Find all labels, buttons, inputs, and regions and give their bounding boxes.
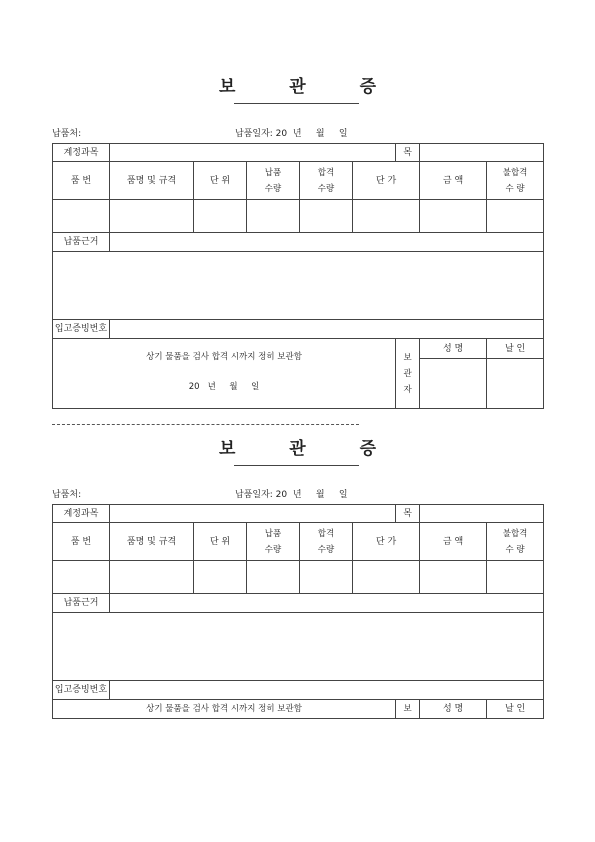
cell-passed-qty[interactable]	[300, 200, 353, 233]
cell-passed-qty[interactable]	[300, 561, 353, 594]
account-label: 계정과목	[53, 144, 110, 162]
item-row	[53, 561, 544, 594]
seal-field[interactable]	[487, 359, 544, 409]
cell-item-name[interactable]	[110, 561, 194, 594]
cell-failed-qty[interactable]	[487, 561, 544, 594]
col-passed-qty-line1: 합격	[317, 528, 335, 539]
col-delivered-qty-line1: 납품	[264, 528, 282, 539]
supplier-label: 납품처:	[52, 490, 82, 500]
cell-amount[interactable]	[420, 200, 487, 233]
cell-amount[interactable]	[420, 561, 487, 594]
col-passed-qty-line2: 수량	[317, 544, 335, 555]
cell-failed-qty[interactable]	[487, 200, 544, 233]
statement-text: 상기 물품을 검사 합격 시까지 정히 보관함	[53, 700, 396, 719]
basis-label: 납품근거	[53, 594, 110, 613]
item-label: 목	[396, 144, 420, 162]
item-row	[53, 200, 544, 233]
seal-label: 날 인	[487, 339, 544, 359]
cell-item-no[interactable]	[53, 561, 110, 594]
custodian-label: 보	[396, 700, 420, 719]
receipt-no-field[interactable]	[110, 681, 544, 700]
col-unit: 단 위	[194, 162, 247, 200]
basis-field[interactable]	[110, 594, 544, 613]
item-field[interactable]	[420, 505, 544, 523]
col-passed-qty	[300, 523, 353, 561]
receipt-no-label: 입고증빙번호	[53, 320, 110, 339]
col-failed-qty-line2: 수 량	[505, 544, 525, 555]
col-unit: 단 위	[194, 523, 247, 561]
custody-form-table	[52, 143, 544, 409]
cell-unit-price[interactable]	[353, 200, 420, 233]
col-delivered-qty	[247, 523, 300, 561]
cell-item-no[interactable]	[53, 200, 110, 233]
title-underline	[234, 103, 359, 104]
basis-content-area[interactable]	[53, 613, 544, 681]
cell-item-name[interactable]	[110, 200, 194, 233]
col-failed-qty-line1: 불합격	[502, 167, 528, 178]
cut-line	[52, 424, 359, 425]
form-title: 보 관 증	[218, 439, 401, 459]
basis-content-area[interactable]	[53, 252, 544, 320]
col-delivered-qty-line1: 납품	[264, 167, 282, 178]
statement-date: 20 년 월 일	[188, 382, 260, 392]
col-delivered-qty	[247, 162, 300, 200]
account-field[interactable]	[110, 505, 396, 523]
form-title: 보 관 증	[218, 77, 401, 97]
item-label: 목	[396, 505, 420, 523]
col-item-no: 품 번	[53, 162, 110, 200]
item-field[interactable]	[420, 144, 544, 162]
col-passed-qty-line1: 합격	[317, 167, 335, 178]
custody-form-table	[52, 504, 544, 719]
cell-unit-price[interactable]	[353, 561, 420, 594]
title-underline	[234, 465, 359, 466]
col-amount: 금 액	[420, 523, 487, 561]
cell-unit[interactable]	[194, 561, 247, 594]
cell-delivered-qty[interactable]	[247, 561, 300, 594]
col-item-no: 품 번	[53, 523, 110, 561]
custodian-label	[396, 339, 420, 409]
name-label: 성 명	[420, 339, 487, 359]
delivery-date-label: 납품일자: 20 년 월 일	[235, 490, 348, 500]
basis-label: 납품근거	[53, 233, 110, 252]
col-failed-qty-line2: 수 량	[505, 183, 525, 194]
cell-unit[interactable]	[194, 200, 247, 233]
col-unit-price: 단 가	[353, 162, 420, 200]
col-amount: 금 액	[420, 162, 487, 200]
account-label: 계정과목	[53, 505, 110, 523]
custodian-char-3: 자	[403, 384, 412, 395]
basis-field[interactable]	[110, 233, 544, 252]
col-passed-qty-line2: 수량	[317, 183, 335, 194]
seal-label: 날 인	[487, 700, 544, 719]
statement-cell	[53, 339, 396, 409]
account-field[interactable]	[110, 144, 396, 162]
receipt-no-field[interactable]	[110, 320, 544, 339]
receipt-no-label: 입고증빙번호	[53, 681, 110, 700]
statement-text: 상기 물품을 검사 합격 시까지 정히 보관함	[146, 352, 302, 362]
custodian-char-2: 관	[403, 368, 412, 379]
cell-delivered-qty[interactable]	[247, 200, 300, 233]
col-failed-qty	[487, 162, 544, 200]
col-item-name: 품명 및 규격	[110, 162, 194, 200]
col-delivered-qty-line2: 수량	[264, 544, 282, 555]
name-field[interactable]	[420, 359, 487, 409]
supplier-label: 납품처:	[52, 129, 82, 139]
delivery-date-label: 납품일자: 20 년 월 일	[235, 129, 348, 139]
col-passed-qty	[300, 162, 353, 200]
name-label: 성 명	[420, 700, 487, 719]
col-item-name: 품명 및 규격	[110, 523, 194, 561]
col-delivered-qty-line2: 수량	[264, 183, 282, 194]
col-failed-qty	[487, 523, 544, 561]
col-failed-qty-line1: 불합격	[502, 528, 528, 539]
custodian-char-1: 보	[403, 352, 412, 363]
col-unit-price: 단 가	[353, 523, 420, 561]
